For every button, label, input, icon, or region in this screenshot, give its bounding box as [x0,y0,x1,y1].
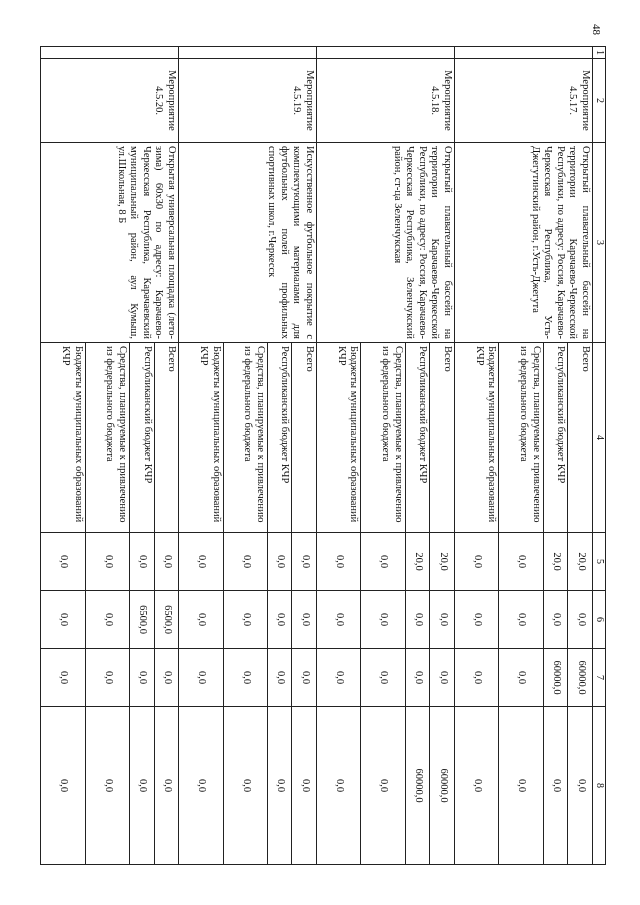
amount-c7: 60000,0 [543,649,568,707]
amount-c7: 0,0 [41,649,86,707]
funding-source: Бюджеты муниципальных образований КЧР [317,343,361,533]
amount-c5: 0,0 [361,533,405,591]
measure-object: Открытый плавательный бассейн на территории Карачаево-Черкесской Республики, по адресу: Россия, Карачаево-Черкесская Республика, Зеленчукский район, ст-ца Зеленчукская [317,143,455,343]
amount-c8: 0,0 [317,707,361,865]
measure-code: Мероприятие 4.5.19. [179,59,317,143]
funding-source: Бюджеты муниципальных образований КЧР [179,343,223,533]
column-header: 1 [593,47,606,59]
row-number-cell [455,47,593,59]
amount-c8: 60000,0 [430,707,455,865]
page-number: 48 [590,24,602,35]
amount-c7: 0,0 [361,649,405,707]
amount-c7: 0,0 [455,649,499,707]
amount-c7: 0,0 [223,649,267,707]
measure-object: Открытая универсальная площадка (лето-зима) 60х30 по адресу: Карачаево-Черкесская Республика, Карачаевский муниципальный район, аул Кумыш, ул.Школьная, 8 Б [41,143,179,343]
column-header: 6 [593,591,606,649]
funding-source: Республиканский бюджет КЧР [543,343,568,533]
table-row [154,47,179,865]
amount-c5: 0,0 [267,533,292,591]
amount-c8: 0,0 [179,707,223,865]
amount-c7: 0,0 [499,649,543,707]
funding-source: Всего [292,343,317,533]
amount-c5: 20,0 [568,533,593,591]
funding-source: Республиканский бюджет КЧР [129,343,154,533]
amount-c6: 0,0 [85,591,129,649]
table-body [41,47,593,865]
amount-c6: 0,0 [179,591,223,649]
funding-source: Всего [430,343,455,533]
row-number-cell [179,47,317,59]
row-number-cell [41,47,179,59]
column-header: 5 [593,533,606,591]
funding-source: Всего [154,343,179,533]
funding-source: Республиканский бюджет КЧР [405,343,430,533]
amount-c5: 0,0 [154,533,179,591]
amount-c5: 20,0 [405,533,430,591]
row-number-cell [317,47,455,59]
rotated-table-container [40,46,606,864]
amount-c5: 0,0 [179,533,223,591]
amount-c6: 6500,0 [129,591,154,649]
amount-c8: 60000,0 [405,707,430,865]
amount-c5: 0,0 [455,533,499,591]
amount-c8: 0,0 [267,707,292,865]
amount-c7: 0,0 [129,649,154,707]
amount-c6: 0,0 [267,591,292,649]
funding-source: Всего [568,343,593,533]
column-header: 2 [593,59,606,143]
table-row [430,47,455,865]
amount-c7: 0,0 [267,649,292,707]
amount-c6: 6500,0 [154,591,179,649]
funding-source: Средства, планируемые к привлечению из федерального бюджета [85,343,129,533]
amount-c8: 0,0 [292,707,317,865]
amount-c6: 0,0 [41,591,86,649]
amount-c7: 0,0 [405,649,430,707]
measure-code: Мероприятие 4.5.20. [41,59,179,143]
column-header: 4 [593,343,606,533]
amount-c7: 0,0 [317,649,361,707]
amount-c7: 60000,0 [568,649,593,707]
amount-c5: 0,0 [223,533,267,591]
amount-c7: 0,0 [292,649,317,707]
amount-c6: 0,0 [455,591,499,649]
amount-c8: 0,0 [455,707,499,865]
column-header: 7 [593,649,606,707]
amount-c5: 0,0 [499,533,543,591]
amount-c5: 20,0 [430,533,455,591]
amount-c8: 0,0 [568,707,593,865]
budget-table [40,46,606,865]
amount-c8: 0,0 [41,707,86,865]
funding-source: Средства, планируемые к привлечению из федерального бюджета [499,343,543,533]
measure-code: Мероприятие 4.5.18. [317,59,455,143]
amount-c8: 0,0 [543,707,568,865]
amount-c7: 0,0 [154,649,179,707]
amount-c7: 0,0 [85,649,129,707]
amount-c6: 0,0 [292,591,317,649]
table-row [568,47,593,865]
amount-c5: 0,0 [129,533,154,591]
column-header: 8 [593,707,606,865]
amount-c8: 0,0 [85,707,129,865]
document-sheet [40,46,606,864]
amount-c8: 0,0 [129,707,154,865]
amount-c6: 0,0 [317,591,361,649]
measure-object: Искусственное футбольное покрытие с комплектующими материалами для футбольных полей профильных спортивных школ, г.Черкесск [179,143,317,343]
funding-source: Средства, планируемые к привлечению из федерального бюджета [361,343,405,533]
measure-code: Мероприятие 4.5.17. [455,59,593,143]
amount-c6: 0,0 [223,591,267,649]
funding-source: Бюджеты муниципальных образований КЧР [455,343,499,533]
amount-c5: 0,0 [41,533,86,591]
amount-c8: 0,0 [223,707,267,865]
amount-c6: 0,0 [405,591,430,649]
column-number-row [593,47,606,865]
amount-c5: 0,0 [317,533,361,591]
measure-object: Открытый плавательный бассейн на территории Карачаево-Черкесской Республики, по адресу: Россия, Карачаево-Черкесская Республика, Усть-Джегутинский район, г.Усть-Джегута [455,143,593,343]
amount-c6: 0,0 [499,591,543,649]
amount-c6: 0,0 [568,591,593,649]
amount-c8: 0,0 [361,707,405,865]
amount-c7: 0,0 [430,649,455,707]
amount-c6: 0,0 [361,591,405,649]
amount-c5: 0,0 [292,533,317,591]
funding-source: Средства, планируемые к привлечению из федерального бюджета [223,343,267,533]
amount-c6: 0,0 [430,591,455,649]
table-row [292,47,317,865]
funding-source: Бюджеты муниципальных образований КЧР [41,343,86,533]
amount-c8: 0,0 [154,707,179,865]
amount-c6: 0,0 [543,591,568,649]
amount-c8: 0,0 [499,707,543,865]
amount-c5: 20,0 [543,533,568,591]
column-header: 3 [593,143,606,343]
funding-source: Республиканский бюджет КЧР [267,343,292,533]
amount-c5: 0,0 [85,533,129,591]
amount-c7: 0,0 [179,649,223,707]
